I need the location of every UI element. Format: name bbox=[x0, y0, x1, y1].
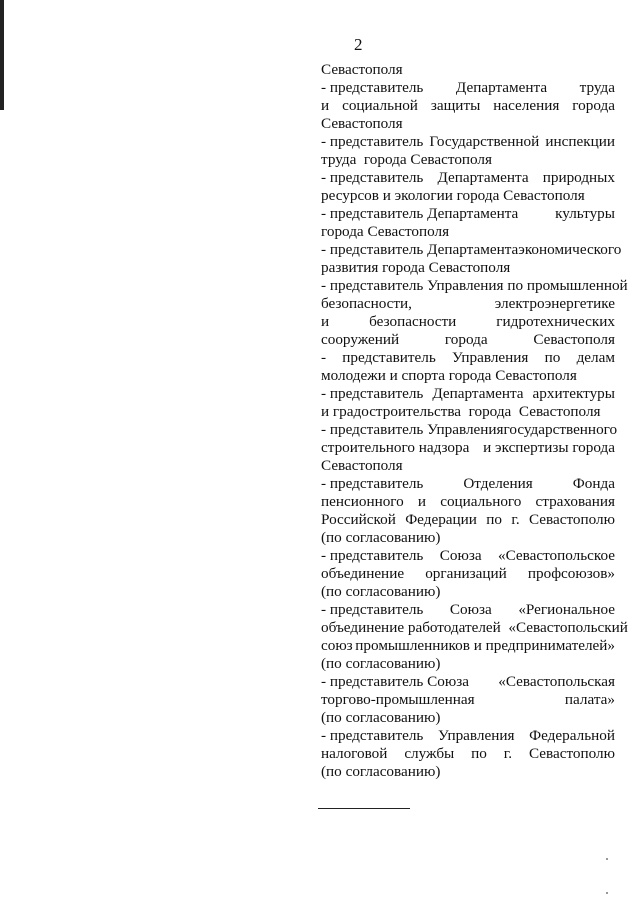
text-segment: и bbox=[417, 493, 427, 510]
text-segment: по bbox=[471, 745, 487, 762]
text-line bbox=[321, 511, 615, 529]
text-segment: государственного bbox=[503, 421, 618, 438]
text-segment: по bbox=[544, 349, 561, 366]
text-segment: - представитель bbox=[321, 475, 424, 492]
text-segment: страхования bbox=[535, 493, 615, 510]
text-segment: службы bbox=[404, 745, 455, 762]
text-line bbox=[321, 547, 615, 565]
text-line bbox=[321, 403, 615, 421]
text-segment: безопасности, bbox=[321, 295, 412, 312]
text-line bbox=[321, 493, 615, 511]
text-segment: - представитель Управления по промышленной bbox=[321, 277, 628, 294]
text-segment: профсоюзов» bbox=[527, 565, 615, 582]
text-segment: пенсионного bbox=[321, 493, 404, 510]
text-segment: электроэнергетике bbox=[494, 295, 615, 312]
scan-speck bbox=[606, 892, 608, 894]
scan-left-edge bbox=[0, 0, 4, 110]
text-line bbox=[321, 691, 615, 709]
text-segment: делам bbox=[576, 349, 615, 366]
text-line bbox=[321, 169, 615, 187]
text-segment: города Севастополя bbox=[321, 223, 450, 240]
text-segment: Союза bbox=[449, 601, 492, 618]
text-segment: Департамента bbox=[437, 169, 529, 186]
text-segment: (по согласованию) bbox=[321, 529, 441, 546]
text-segment: - представитель bbox=[321, 547, 424, 564]
text-segment: Севастополя bbox=[321, 61, 403, 78]
text-segment: объединение bbox=[321, 565, 405, 582]
text-segment: социальной bbox=[342, 97, 418, 114]
text-segment: безопасности bbox=[369, 313, 457, 330]
text-line bbox=[321, 439, 615, 457]
text-segment: Севастополю bbox=[528, 745, 615, 762]
text-segment: - представитель bbox=[321, 79, 424, 96]
text-line bbox=[321, 745, 615, 763]
text-line bbox=[321, 61, 615, 79]
text-segment: Департамента bbox=[455, 79, 548, 96]
text-segment: - представитель Департамента bbox=[321, 205, 519, 222]
text-segment: молодежи и спорта города Севастополя bbox=[321, 367, 577, 384]
text-segment: (по согласованию) bbox=[321, 763, 441, 780]
text-line bbox=[321, 583, 615, 601]
text-segment: Департамента bbox=[432, 385, 524, 402]
text-segment: культуры bbox=[555, 205, 615, 222]
text-line bbox=[321, 295, 615, 313]
text-line bbox=[321, 421, 618, 439]
text-segment: «Севастопольское bbox=[497, 547, 615, 564]
text-segment: природных bbox=[542, 169, 615, 186]
text-line bbox=[321, 115, 615, 133]
text-line bbox=[321, 673, 615, 691]
text-segment: палата» bbox=[564, 691, 615, 708]
text-segment: по bbox=[486, 511, 502, 528]
text-segment: труда bbox=[579, 79, 615, 96]
text-segment: «Региональное bbox=[518, 601, 615, 618]
text-segment: Государственной bbox=[429, 133, 540, 150]
text-segment: архитектуры bbox=[532, 385, 615, 402]
text-line bbox=[321, 277, 628, 295]
text-line bbox=[321, 565, 615, 583]
text-line bbox=[321, 601, 615, 619]
text-segment: объединение работодателей «Севастопольский bbox=[321, 619, 628, 636]
document-body bbox=[321, 61, 628, 781]
text-segment: (по согласованию) bbox=[321, 583, 441, 600]
text-segment: города bbox=[572, 97, 615, 114]
text-segment: Севастополю bbox=[528, 511, 615, 528]
text-segment: населения bbox=[493, 97, 560, 114]
text-segment: Федерации bbox=[405, 511, 477, 528]
text-line bbox=[321, 133, 615, 151]
text-segment: гидротехнических bbox=[496, 313, 615, 330]
text-segment: «Севастопольская bbox=[498, 673, 615, 690]
text-segment: ресурсов и экологии города Севастополя bbox=[321, 187, 585, 204]
text-segment: Управления bbox=[438, 727, 515, 744]
text-segment: союз bbox=[321, 637, 353, 654]
text-segment: - bbox=[321, 349, 327, 366]
text-segment: Управления bbox=[451, 349, 529, 366]
text-segment: - представитель Управления bbox=[321, 421, 504, 438]
text-segment: организаций bbox=[425, 565, 507, 582]
text-line bbox=[321, 619, 628, 637]
text-segment: - представитель Союза bbox=[321, 673, 469, 690]
text-line bbox=[321, 367, 615, 385]
text-segment: города bbox=[444, 331, 488, 348]
text-segment: Севастополя bbox=[321, 115, 403, 132]
text-segment: - представитель bbox=[321, 133, 424, 150]
text-segment: Федеральной bbox=[529, 727, 615, 744]
text-segment: и градостроительства города Севастополя bbox=[321, 403, 601, 420]
text-line bbox=[321, 763, 615, 781]
text-segment: г. bbox=[503, 745, 513, 762]
text-segment: защиты bbox=[430, 97, 481, 114]
text-line bbox=[321, 529, 615, 547]
text-line bbox=[321, 223, 615, 241]
text-segment: - представитель Департамента bbox=[321, 241, 519, 258]
page-number: 2 bbox=[354, 35, 363, 54]
text-segment: инспекции bbox=[545, 133, 615, 150]
text-segment: экономического bbox=[518, 241, 622, 258]
text-segment: труда города Севастополя bbox=[321, 151, 492, 168]
text-segment: торгово-промышленная bbox=[321, 691, 475, 708]
text-line bbox=[321, 97, 615, 115]
text-segment: Отделения bbox=[463, 475, 533, 492]
text-segment: развития города Севастополя bbox=[321, 259, 511, 276]
text-segment: Союза bbox=[439, 547, 482, 564]
text-segment: налоговой bbox=[321, 745, 388, 762]
text-segment: (по согласованию) bbox=[321, 655, 441, 672]
end-rule bbox=[318, 808, 410, 809]
text-line bbox=[321, 655, 615, 673]
text-segment: представитель bbox=[342, 349, 436, 366]
text-line bbox=[321, 709, 615, 727]
text-line bbox=[321, 727, 615, 745]
text-segment: Российской bbox=[321, 511, 396, 528]
text-line bbox=[321, 205, 615, 223]
text-segment: г. bbox=[511, 511, 520, 528]
text-line bbox=[321, 475, 615, 493]
text-line bbox=[321, 79, 615, 97]
text-line bbox=[321, 331, 615, 349]
text-segment: и экспертизы города bbox=[483, 439, 615, 456]
text-line bbox=[321, 349, 615, 367]
text-line bbox=[321, 187, 615, 205]
text-line bbox=[321, 259, 615, 277]
text-segment: (по согласованию) bbox=[321, 709, 441, 726]
text-segment: и bbox=[321, 97, 330, 114]
text-line bbox=[321, 241, 622, 259]
text-line bbox=[321, 151, 615, 169]
text-segment: - представитель bbox=[321, 601, 424, 618]
text-segment: социального bbox=[440, 493, 522, 510]
text-segment: сооружений bbox=[321, 331, 400, 348]
scan-speck bbox=[606, 858, 608, 860]
text-segment: - представитель bbox=[321, 169, 424, 186]
text-line bbox=[321, 637, 615, 655]
text-segment: - представитель bbox=[321, 727, 424, 744]
text-segment: промышленников и предпринимателей» bbox=[355, 637, 615, 654]
text-segment: - представитель bbox=[321, 385, 424, 402]
text-line bbox=[321, 385, 615, 403]
text-line bbox=[321, 457, 615, 475]
text-segment: Фонда bbox=[572, 475, 615, 492]
text-segment: Севастополя bbox=[321, 457, 403, 474]
text-segment: Севастополя bbox=[533, 331, 615, 348]
text-line bbox=[321, 313, 615, 331]
text-segment: и bbox=[321, 313, 330, 330]
text-segment: строительного надзора bbox=[321, 439, 470, 456]
